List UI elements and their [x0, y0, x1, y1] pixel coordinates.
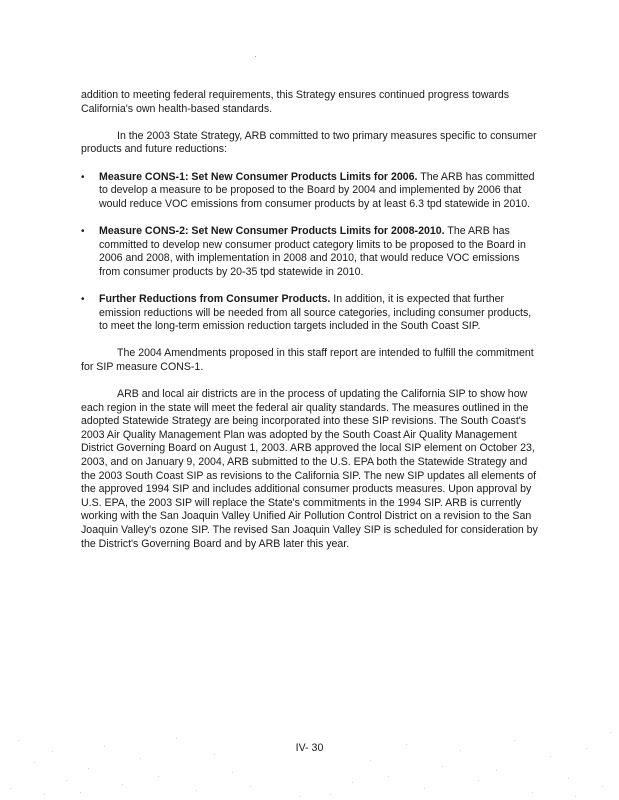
list-item [81, 293, 541, 334]
measure-body: In addition, it is expected that further emission reductions will be needed from all source categories, including consumer products, to meet the long-term emission reduction targets included in the South Coast SIP. [99, 292, 532, 333]
list-item [81, 171, 541, 212]
paragraph-amendments: The 2004 Amendments proposed in this staff report are intended to fulfill the commitment for SIP measure CONS-1. [81, 347, 534, 373]
measure-heading: Measure CONS-1: Set New Consumer Products Limits for 2006. [99, 170, 418, 183]
measure-body: The ARB has committed to develop a measure to be proposed to the Board by 2004 and implemented by 2006 that would reduce VOC emissions from consumer products by at least 6.3 tpd statewide in 2010. [99, 170, 535, 210]
page-body [81, 89, 541, 565]
scan-speck [255, 56, 256, 57]
bullet-icon: • [81, 225, 85, 237]
bullet-icon: • [81, 293, 85, 305]
list-item [81, 225, 541, 279]
paragraph-2003-strategy: In the 2003 State Strategy, ARB committed to two primary measures specific to consumer products and future reductions: [81, 129, 537, 156]
measures-list [81, 171, 541, 334]
bullet-icon: • [81, 171, 85, 183]
measure-heading: Further Reductions from Consumer Products. [99, 292, 331, 305]
paragraph-sip-update: ARB and local air districts are in the process of updating the California SIP to show how each region in the state will meet the federal air quality standards. The measures outlined in the adopted Statewide Strategy are being incorporated into these SIP revisions. The South Coast's 2003 Air Quality Management Plan was adopted by the South Coast Air Quality Management District Governing Board on August 1, 2003. ARB approved the local SIP element on October 23, 2003, and on January 9, 2004, ARB submitted to the U.S. EPA both the Statewide Strategy and the 2003 South Coast SIP as revisions to the California SIP. The new SIP updates all elements of the approved 1994 SIP and includes additional consumer products measures. Upon approval by U.S. EPA, the 2003 SIP will replace the State's commitments in the 1994 SIP. ARB is currently working with the San Joaquin Valley Unified Air Pollution Control District on a revision to the San Joaquin Valley's ozone SIP. The revised San Joaquin Valley SIP is scheduled for consideration by the District's Governing Board and by ARB later this year. [81, 388, 538, 550]
measure-heading: Measure CONS-2: Set New Consumer Products Limits for 2008-2010. [99, 224, 445, 237]
measure-body: The ARB has committed to develop new consumer product category limits to be proposed to the Board in 2006 and 2008, with implementation in 2008 and 2010, that would reduce VOC emissions from consumer products by 20-35 tpd statewide in 2010. [99, 224, 526, 278]
page-number: IV- 30 [295, 742, 324, 754]
scan-noise [0, 710, 619, 800]
paragraph-continuation: addition to meeting federal requirements, this Strategy ensures continued progress towards California's own health-based standards. [81, 89, 510, 115]
